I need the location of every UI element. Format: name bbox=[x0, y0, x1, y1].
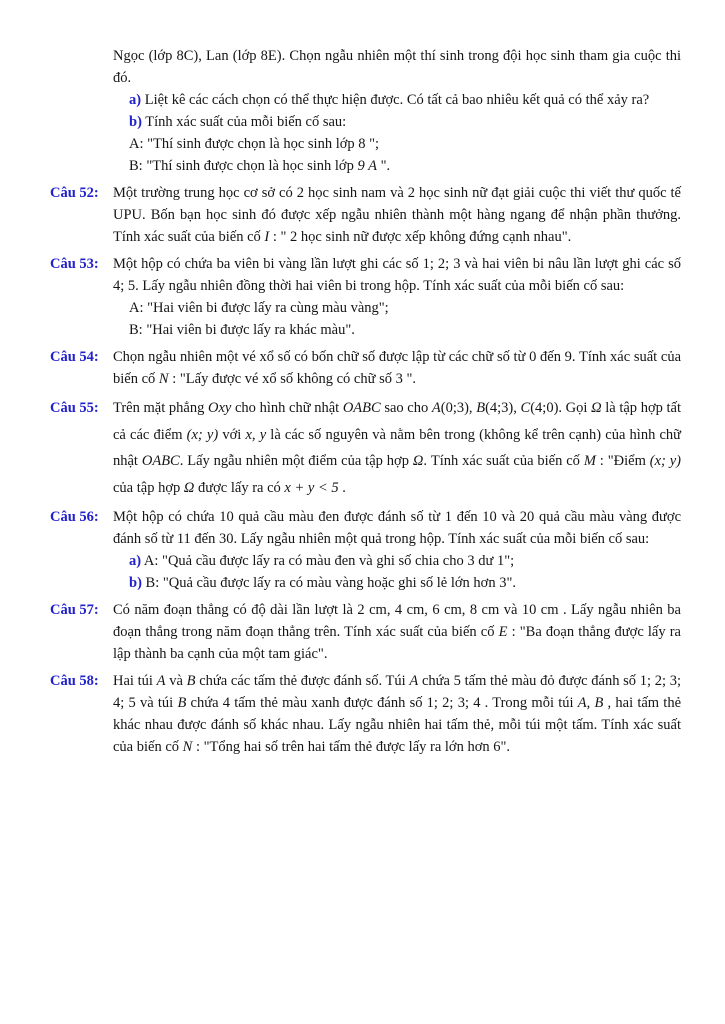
question-paragraph bbox=[113, 395, 681, 501]
math-expression: Ω bbox=[183, 479, 195, 496]
question-number-label: Câu 54: bbox=[50, 349, 99, 365]
question-body bbox=[113, 506, 681, 594]
text-run: B: "Quả cầu được lấy ra có màu vàng hoặc ghi số lẻ lớn hơn 3". bbox=[141, 575, 516, 591]
text-run: của tập hợp bbox=[113, 479, 184, 496]
text-run: Ngọc (lớp 8C), Lan (lớp 8E). Chọn ngẫu nhiên một thí sinh trong đội học sinh tham gia cuộc thi đó. bbox=[113, 48, 681, 86]
question-block bbox=[50, 182, 681, 248]
text-run: . Lấy ngẫu nhiên một điểm của tập hợp bbox=[179, 453, 413, 469]
math-expression: M bbox=[583, 453, 596, 469]
question-body bbox=[113, 45, 681, 177]
question-paragraph bbox=[113, 506, 681, 550]
sub-item bbox=[113, 155, 681, 177]
text-run: (4;3), bbox=[485, 400, 521, 416]
question-paragraph bbox=[113, 253, 681, 297]
question-block bbox=[50, 253, 681, 341]
text-run: B: "Hai viên bi được lấy ra khác màu". bbox=[129, 322, 355, 338]
question-number-label: Câu 58: bbox=[50, 673, 99, 689]
question-paragraph bbox=[113, 599, 681, 665]
text-run: và bbox=[165, 673, 187, 689]
text-run: Hai túi bbox=[113, 673, 157, 689]
math-expression: A, B bbox=[577, 695, 604, 711]
text-run: : "Điểm bbox=[595, 453, 650, 469]
math-expression: B bbox=[177, 695, 187, 711]
question-body bbox=[113, 599, 681, 665]
text-run: : "Lấy được vé xổ số không có chữ số 3 ". bbox=[168, 371, 417, 387]
math-expression: x, y bbox=[245, 426, 267, 443]
question-paragraph bbox=[113, 670, 681, 758]
question-body bbox=[113, 346, 681, 390]
item-marker: a) bbox=[129, 92, 142, 108]
math-expression: B bbox=[186, 673, 196, 689]
text-run: A: "Hai viên bi được lấy ra cùng màu vàng"; bbox=[129, 300, 389, 316]
sub-item bbox=[113, 550, 681, 572]
text-run: Trên mặt phẳng bbox=[113, 400, 208, 416]
question-block bbox=[50, 506, 681, 594]
math-expression: Oxy bbox=[208, 400, 232, 416]
text-run: : " 2 học sinh nữ được xếp không đứng cạnh nhau". bbox=[269, 229, 572, 245]
text-run: (0;3), bbox=[440, 400, 477, 416]
text-run: Có năm đoạn thẳng có độ dài lần lượt là 2 cm, 4 cm, 6 cm, 8 cm và 10 cm . Lấy ngẫu nhiên ba đoạn thẳng trong năm đoạn thẳng trên. Tính xác suất của biến cố bbox=[113, 602, 681, 640]
math-expression: A bbox=[409, 673, 419, 689]
math-expression: x + y < 5 bbox=[284, 479, 339, 496]
question-block bbox=[50, 346, 681, 390]
text-run: ". bbox=[376, 158, 391, 174]
text-run: với bbox=[218, 426, 246, 443]
question-paragraph bbox=[113, 346, 681, 390]
math-expression: A bbox=[431, 400, 441, 416]
text-run: A: "Thí sinh được chọn là học sinh lớp 8 "; bbox=[129, 136, 380, 152]
math-expression: I bbox=[264, 229, 270, 245]
text-run: cho hình chữ nhật bbox=[231, 400, 343, 416]
text-run: (4;0). Gọi bbox=[530, 400, 592, 416]
math-expression: Ω bbox=[412, 453, 424, 469]
text-run: chứa các tấm thẻ được đánh số. Túi bbox=[195, 673, 410, 689]
question-paragraph bbox=[113, 45, 681, 89]
text-run: Một trường trung học cơ sở có 2 học sinh nam và 2 học sinh nữ đạt giải cuộc thi viết thư quốc tế UPU. Bốn bạn học sinh đó được xếp ngẫu nhiên thành một hàng ngang để nhận phần thưởng. Tính xác suất của biến cố bbox=[113, 185, 681, 245]
question-number-label: Câu 56: bbox=[50, 509, 99, 525]
text-run: là các số nguyên và nằm bên trong (không kể trên cạnh) của hình chữ nhật bbox=[113, 426, 682, 469]
question-body bbox=[113, 182, 681, 248]
item-marker: b) bbox=[129, 114, 142, 130]
item-marker: a) bbox=[129, 553, 142, 569]
math-expression: (x; y) bbox=[186, 426, 219, 443]
math-expression: E bbox=[498, 624, 508, 640]
continuation-block bbox=[50, 45, 681, 177]
text-run: Một hộp có chứa 10 quả cầu màu đen được đánh số từ 1 đến 10 và 20 quả cầu màu vàng được đánh số từ 11 đến 30. Lấy ngẫu nhiên một quả trong hộp. Tính xác suất của mỗi biến cố sau: bbox=[113, 509, 681, 547]
text-run: : "Tổng hai số trên hai tấm thẻ được lấy ra lớn hơn 6". bbox=[192, 739, 511, 755]
question-block bbox=[50, 670, 681, 758]
question-number-label: Câu 52: bbox=[50, 185, 99, 201]
text-run: Liệt kê các cách chọn có thể thực hiện được. Có tất cả bao nhiêu kết quả có thể xảy ra? bbox=[141, 92, 650, 108]
question-block bbox=[50, 599, 681, 665]
question-body bbox=[113, 253, 681, 341]
question-number-label: Câu 55: bbox=[50, 400, 99, 416]
sub-item bbox=[113, 319, 681, 341]
sub-item bbox=[113, 111, 681, 133]
text-run: Một hộp có chứa ba viên bi vàng lần lượt ghi các số 1; 2; 3 và hai viên bi nâu lần lượt ghi các số 4; 5. Lấy ngẫu nhiên đồng thời hai viên bi trong hộp. Tính xác suất của mỗi biến cố sau: bbox=[113, 256, 681, 294]
math-expression: OABC bbox=[141, 453, 180, 469]
math-expression: A bbox=[156, 673, 166, 689]
text-run: A: "Quả cầu được lấy ra có màu đen và ghi số chia cho 3 dư 1"; bbox=[141, 553, 515, 569]
question-block bbox=[50, 395, 681, 501]
question-body bbox=[113, 670, 681, 758]
question-number-label: Câu 57: bbox=[50, 602, 99, 618]
math-expression: Ω bbox=[591, 400, 602, 416]
text-run: chứa 5 tấm thẻ màu đỏ được đánh số 1; 2; 3; 4; 5 và túi bbox=[113, 673, 682, 711]
text-run: chứa 4 tấm thẻ màu xanh được đánh số 1; 2; 3; 4 . Trong mỗi túi bbox=[186, 695, 578, 711]
text-run: Chọn ngẫu nhiên một vé xổ số có bốn chữ số được lập từ các chữ số từ 0 đến 9. Tính xác suất của biến cố bbox=[113, 349, 681, 387]
text-run: được lấy ra có bbox=[194, 479, 285, 496]
text-run: . bbox=[338, 479, 346, 496]
text-run: . Tính xác suất của biến cố bbox=[423, 453, 584, 469]
sub-item bbox=[113, 297, 681, 319]
text-run: sao cho bbox=[380, 400, 432, 416]
questions-list bbox=[50, 45, 681, 758]
sub-item bbox=[113, 572, 681, 594]
math-expression: 9 A bbox=[357, 158, 377, 174]
text-run: , hai tấm thẻ khác nhau được đánh số khác nhau. Lấy ngẫu nhiên hai tấm thẻ, mỗi túi một tấm. Tính xác suất của biến cố bbox=[113, 695, 682, 755]
math-expression: B bbox=[476, 400, 486, 416]
sub-item bbox=[113, 133, 681, 155]
text-run: B: "Thí sinh được chọn là học sinh lớp bbox=[129, 158, 358, 174]
question-paragraph bbox=[113, 182, 681, 248]
item-marker: b) bbox=[129, 575, 142, 591]
question-body bbox=[113, 395, 681, 501]
text-run: là tập hợp tất cả các điểm bbox=[113, 400, 682, 443]
text-run: Tính xác suất của mỗi biến cố sau: bbox=[141, 114, 347, 130]
sub-item bbox=[113, 89, 681, 111]
math-expression: OABC bbox=[342, 400, 381, 416]
math-expression: N bbox=[158, 371, 169, 387]
text-run: : "Ba đoạn thẳng được lấy ra lập thành ba cạnh của một tam giác". bbox=[113, 624, 681, 662]
math-expression: (x; y) bbox=[649, 453, 681, 469]
question-number-label: Câu 53: bbox=[50, 256, 99, 272]
math-expression: C bbox=[520, 400, 531, 416]
math-expression: N bbox=[182, 739, 193, 755]
